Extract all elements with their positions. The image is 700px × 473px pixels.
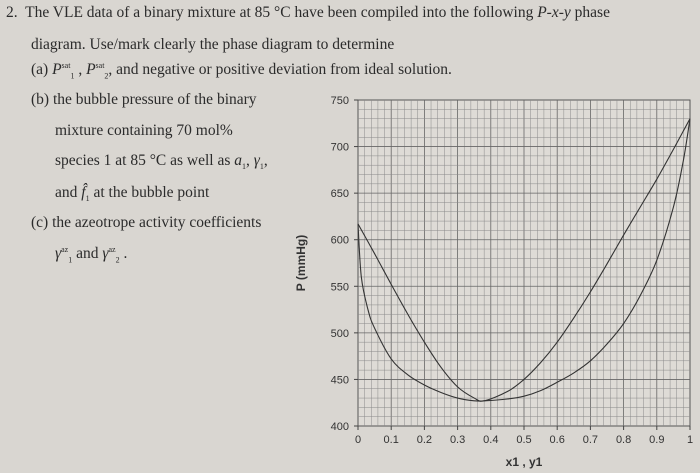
problem-line-2: diagram. Use/mark clearly the phase diagram to determine	[31, 36, 395, 53]
x-tick-label: 0.6	[549, 434, 565, 446]
part-b-line-1: (b) the bubble pressure of the binary	[31, 91, 257, 108]
x-tick-label: 0.8	[615, 434, 632, 446]
part-b-line-4: and $f̂_1$ at the bubble point	[55, 184, 210, 204]
y-tick-label: 500	[330, 327, 349, 340]
x-tick-label: 1	[686, 434, 694, 446]
x-tick-label: 0.7	[582, 434, 599, 446]
y-tick-label: 750	[330, 95, 349, 107]
part-a: (a) $P^{sat}_1$ , $P^{sat}_2$, and negative or positive deviation from ideal solution.	[31, 61, 452, 81]
y-tick-label: 600	[330, 234, 349, 247]
part-b-line-3: species 1 at 85 °C as well as $a_1$, $\gamma_1$,	[55, 152, 268, 172]
x-axis-label: x1 , y1	[505, 455, 543, 469]
problem-line-1: 2. The VLE data of a binary mixture at 85 °C have been compiled into the following P-x-y phase	[6, 4, 610, 21]
x-tick-label: 0.1	[383, 434, 399, 446]
y-tick-label: 550	[330, 281, 349, 294]
x-tick-label: 0.3	[449, 434, 466, 446]
x-tick-label: 0.5	[516, 434, 532, 446]
part-b-line-2: mixture containing 70 mol%	[55, 122, 233, 139]
part-c-line-1: (c) the azeotrope activity coefficients	[31, 214, 262, 231]
y-tick-label: 450	[330, 374, 349, 387]
x-tick-label: 0.4	[483, 434, 499, 446]
y-tick-label: 400	[330, 421, 349, 433]
part-c-line-2: $\gamma^{az}_1$ and $\gamma^{az}_2$ .	[55, 245, 128, 265]
y-tick-label: 700	[330, 141, 349, 154]
y-axis-label: P (mmHg)	[294, 234, 308, 292]
x-tick-label: 0.9	[649, 434, 665, 446]
y-tick-label: 650	[330, 188, 349, 201]
x-tick-label: 0.2	[416, 434, 433, 446]
x-tick-label: 0	[354, 434, 362, 446]
